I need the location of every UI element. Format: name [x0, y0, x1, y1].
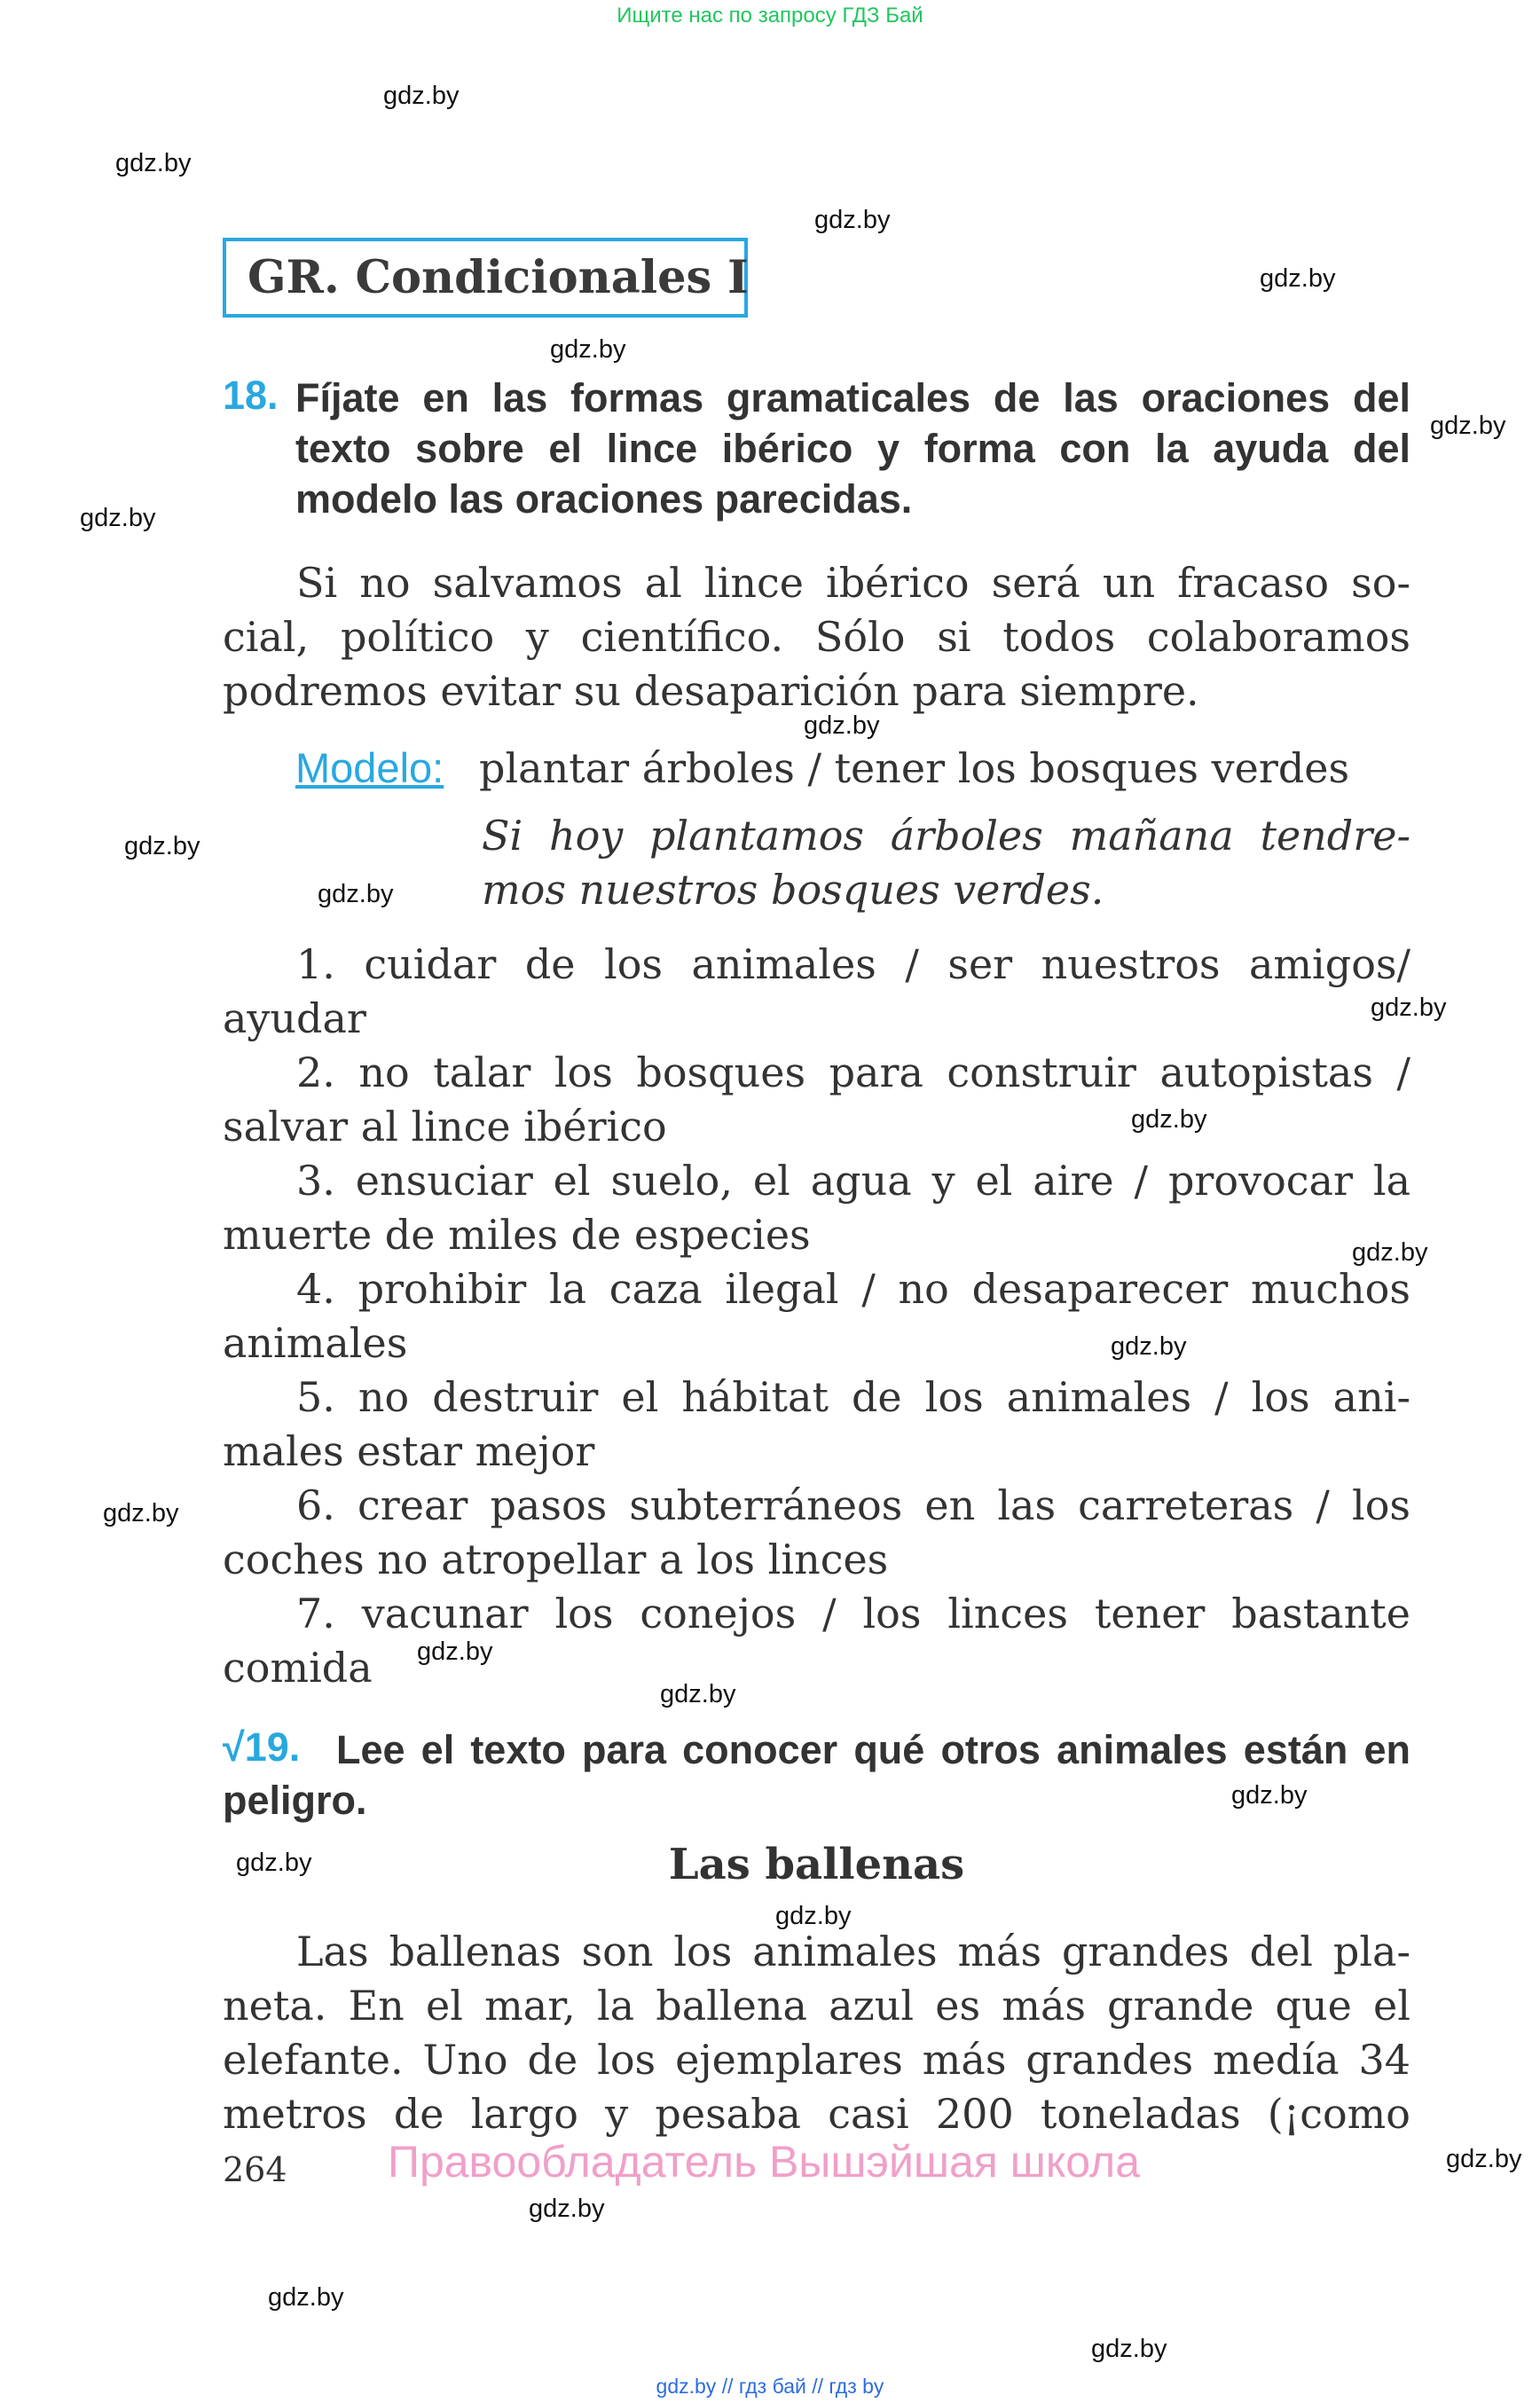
watermark: gdz.by — [268, 2283, 344, 2312]
intro-line: cial, político y científico. Sólo si todos colaboramos — [223, 613, 1410, 661]
list-item-line: 3. ensuciar el suelo, el agua y el aire / provocar la — [296, 1157, 1410, 1205]
watermark: gdz.by — [115, 149, 192, 177]
watermark: gdz.by — [660, 1680, 736, 1708]
list-item — [223, 1370, 1410, 1479]
watermark: gdz.by — [103, 1499, 179, 1527]
model-prompt: plantar árboles / tener los bosques verdes — [479, 744, 1350, 792]
reading-line: neta. En el mar, la ballena azul es más grande que el — [223, 1982, 1410, 2030]
model-answer — [482, 809, 1410, 917]
watermark: gdz.by — [236, 1849, 312, 1877]
watermark: gdz.by — [318, 880, 394, 908]
watermark: gdz.by — [550, 335, 626, 364]
exercise-18-items — [223, 938, 1410, 1695]
watermark: gdz.by — [124, 832, 200, 860]
watermark: gdz.by — [775, 1902, 852, 1930]
exercise-19-instruction: Lee el texto para conocer qué otros animales están en peligro. — [223, 1727, 1410, 1823]
reading-line: Las ballenas son los animales más grandes del pla- — [296, 1928, 1410, 1975]
reading-line: elefante. Uno de los ejemplares más grandes medía 34 — [223, 2036, 1410, 2084]
list-item-line: 7. vacunar los conejos / los linces tener bastante — [296, 1590, 1410, 1637]
exercise-19-number: √19. — [223, 1724, 301, 1770]
watermark: gdz.by — [383, 82, 460, 110]
model-answer-line: Si hoy plantamos árboles mañana tendre- — [482, 812, 1410, 860]
watermark: gdz.by — [804, 711, 880, 740]
list-item — [223, 1262, 1410, 1370]
copyright-notice: Правообладатель Вышэйшая школа — [388, 2137, 1140, 2187]
exercise-18-number: 18. — [223, 373, 279, 418]
exercise-18-intro — [223, 556, 1410, 719]
list-item — [223, 1587, 1410, 1695]
section-title: GR. Condicionales I — [248, 251, 749, 304]
bottom-links[interactable]: gdz.by // гдз бай // гдз by — [656, 2375, 884, 2398]
exercise-18-instruction: Fíjate en las formas gramaticales de las oraciones del texto sobre el lince ibérico y forma con la ayuda del modelo las oraciones parecidas. — [295, 375, 1410, 522]
watermark: gdz.by — [1430, 412, 1506, 440]
list-item-line: 5. no destruir el hábitat de los animales / los ani- — [296, 1373, 1410, 1421]
top-banner-link[interactable]: Ищите нас по запросу ГДЗ Бай — [617, 4, 923, 27]
watermark: gdz.by — [1231, 1781, 1308, 1810]
model-answer-line: mos nuestros bosques verdes. — [482, 866, 1104, 914]
watermark: gdz.by — [1446, 2145, 1522, 2173]
list-item-line: 2. no talar los bosques para construir autopistas / — [296, 1048, 1410, 1096]
list-item-line: salvar al lince ibérico — [223, 1103, 667, 1150]
reading-line: metros de largo y pesaba casi 200 toneladas (¡como — [223, 2090, 1410, 2138]
list-item-line: comida — [223, 1644, 373, 1692]
page-number: 264 — [223, 2150, 287, 2189]
watermark: gdz.by — [1352, 1238, 1428, 1267]
list-item — [223, 1154, 1410, 1262]
watermark: gdz.by — [417, 1637, 493, 1666]
list-item-line: ayudar — [223, 994, 366, 1042]
intro-line: Si no salvamos al lince ibérico será un fracaso so- — [296, 559, 1410, 607]
list-item — [223, 1479, 1410, 1587]
watermark: gdz.by — [1111, 1332, 1187, 1361]
reading-body — [223, 1925, 1410, 2141]
watermark: gdz.by — [80, 504, 156, 532]
intro-line: podremos evitar su desaparición para siempre. — [223, 667, 1199, 715]
list-item-line: animales — [223, 1319, 408, 1367]
list-item-line: males estar mejor — [223, 1427, 595, 1475]
model-label: Modelo: — [295, 744, 444, 791]
watermark: gdz.by — [1091, 2335, 1167, 2363]
list-item-line: 6. crear pasos subterráneos en las carreteras / los — [296, 1481, 1410, 1529]
list-item-line: 1. cuidar de los animales / ser nuestros amigos/ — [296, 940, 1410, 988]
watermark: gdz.by — [1131, 1105, 1207, 1134]
list-item — [223, 938, 1410, 1046]
list-item-line: 4. prohibir la caza ilegal / no desaparecer muchos — [296, 1265, 1410, 1313]
reading-title: Las ballenas — [668, 1840, 965, 1889]
list-item-line: muerte de miles de especies — [223, 1211, 811, 1259]
list-item — [223, 1046, 1410, 1154]
watermark: gdz.by — [1371, 993, 1447, 1022]
list-item-line: coches no atropellar a los linces — [223, 1535, 889, 1583]
watermark: gdz.by — [814, 206, 891, 234]
section-title-box — [223, 238, 748, 318]
watermark: gdz.by — [529, 2195, 605, 2223]
watermark: gdz.by — [1260, 264, 1336, 293]
